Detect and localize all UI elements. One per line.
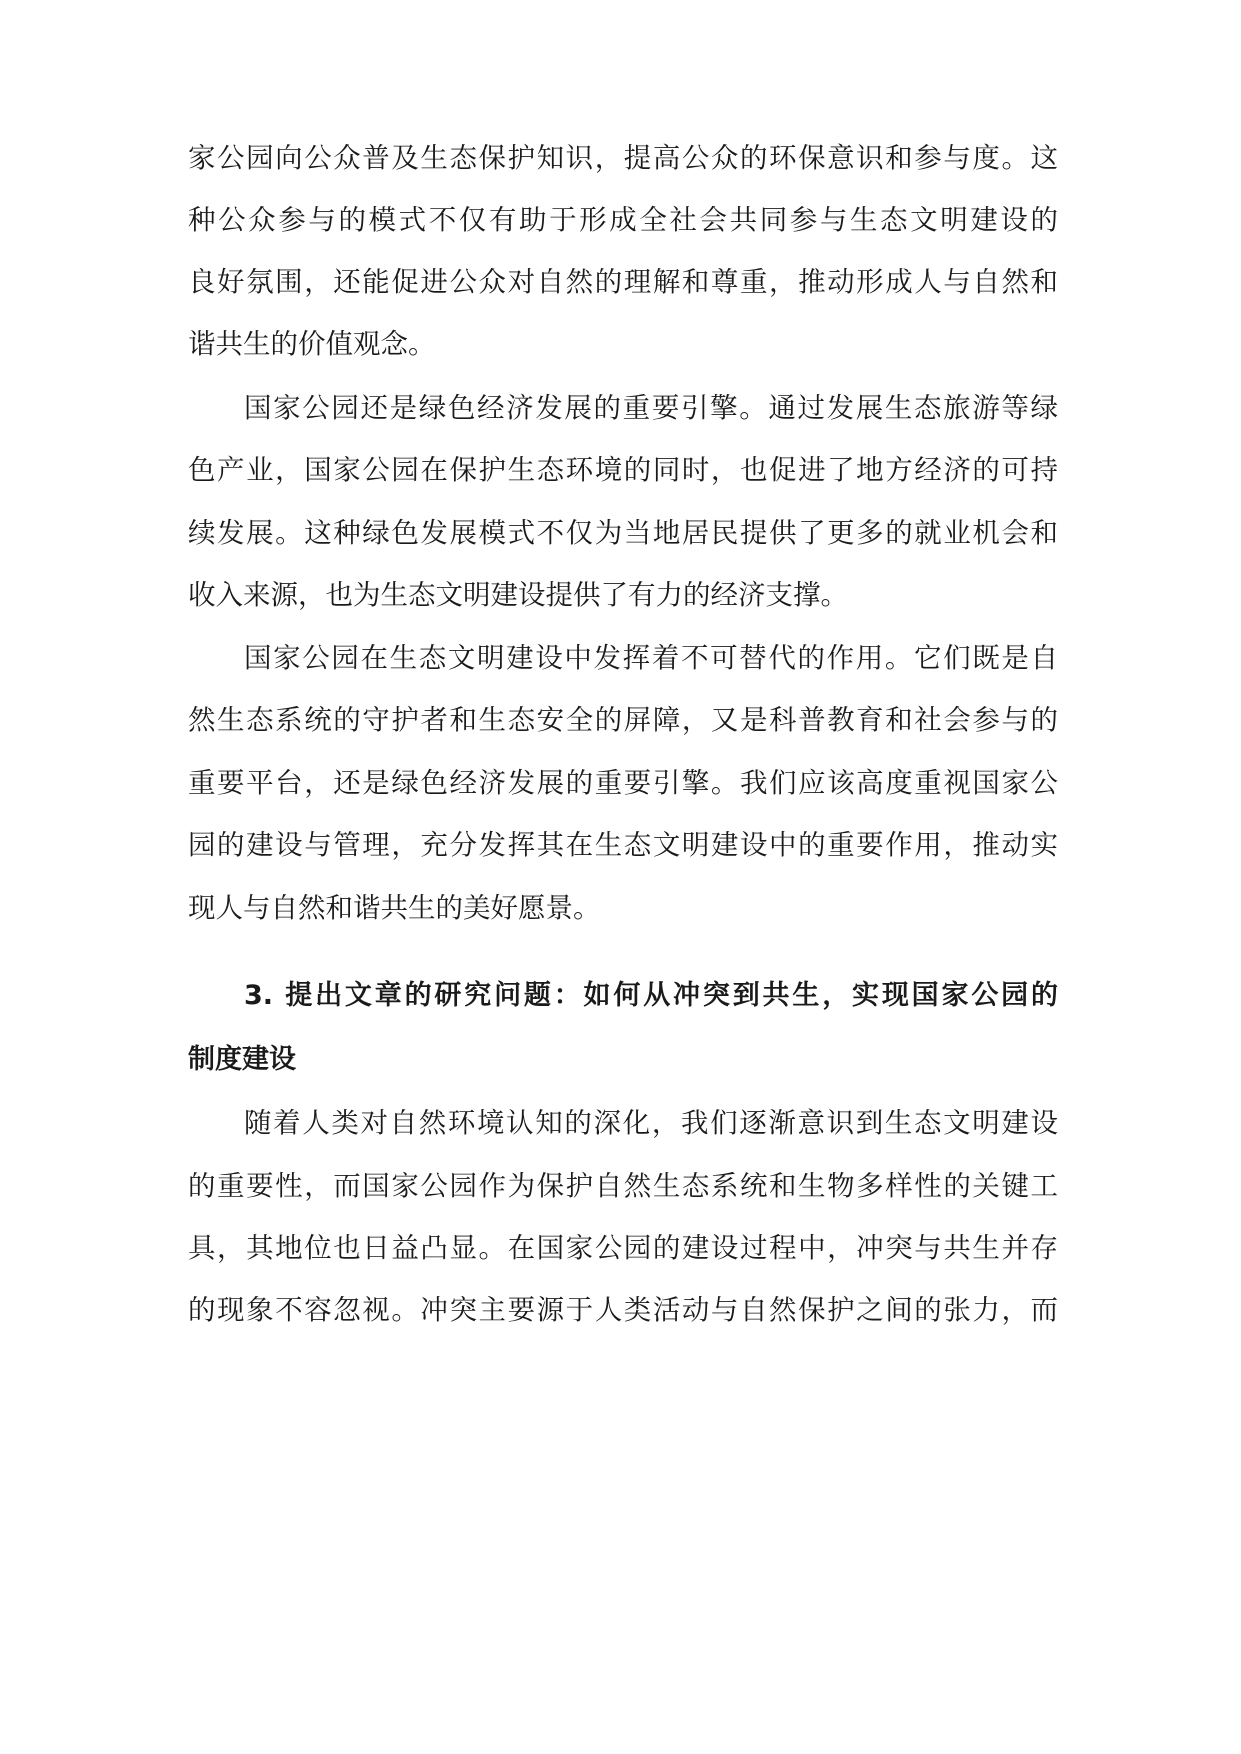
paragraph-2-line-4: 收入来源，也为生态文明建设提供了有力的经济支撑。 (188, 579, 848, 611)
paragraph-3-line-5: 现人与自然和谐共生的美好愿景。 (188, 892, 601, 924)
paragraph-4-line-4: 的现象不容忽视。冲突主要源于人类活动与自然保护之间的张力，而 (188, 1294, 1058, 1326)
paragraph-3-line-2: 然生态系统的守护者和生态安全的屏障，又是科普教育和社会参与的 (188, 704, 1058, 736)
paragraph-3-line-1: 国家公园在生态文明建设中发挥着不可替代的作用。它们既是自 (244, 642, 1058, 674)
paragraph-2-line-3: 续发展。这种绿色发展模式不仅为当地居民提供了更多的就业机会和 (188, 517, 1058, 549)
paragraph-4-line-1: 随着人类对自然环境认知的深化，我们逐渐意识到生态文明建设 (244, 1107, 1058, 1139)
section-heading-line-2: 制度建设 (188, 1044, 296, 1075)
paragraph-4-line-2: 的重要性，而国家公园作为保护自然生态系统和生物多样性的关键工 (188, 1170, 1058, 1202)
paragraph-2-line-1: 国家公园还是绿色经济发展的重要引擎。通过发展生态旅游等绿 (244, 392, 1058, 424)
paragraph-4-line-3: 具，其地位也日益凸显。在国家公园的建设过程中，冲突与共生并存 (188, 1232, 1058, 1264)
paragraph-1-line-3: 良好氛围，还能促进公众对自然的理解和尊重，推动形成人与自然和 (188, 266, 1058, 298)
paragraph-3-line-3: 重要平台，还是绿色经济发展的重要引擎。我们应该高度重视国家公 (188, 767, 1058, 799)
section-heading-line-1: 3. 提出文章的研究问题：如何从冲突到共生，实现国家公园的 (244, 980, 1058, 1011)
paragraph-2-line-2: 色产业，国家公园在保护生态环境的同时，也促进了地方经济的可持 (188, 454, 1058, 486)
paragraph-3-line-4: 园的建设与管理，充分发挥其在生态文明建设中的重要作用，推动实 (188, 829, 1058, 861)
paragraph-1-line-4: 谐共生的价值观念。 (188, 328, 436, 360)
paragraph-1-line-2: 种公众参与的模式不仅有助于形成全社会共同参与生态文明建设的 (188, 204, 1058, 236)
paragraph-1-line-1: 家公园向公众普及生态保护知识，提高公众的环保意识和参与度。这 (188, 142, 1058, 174)
